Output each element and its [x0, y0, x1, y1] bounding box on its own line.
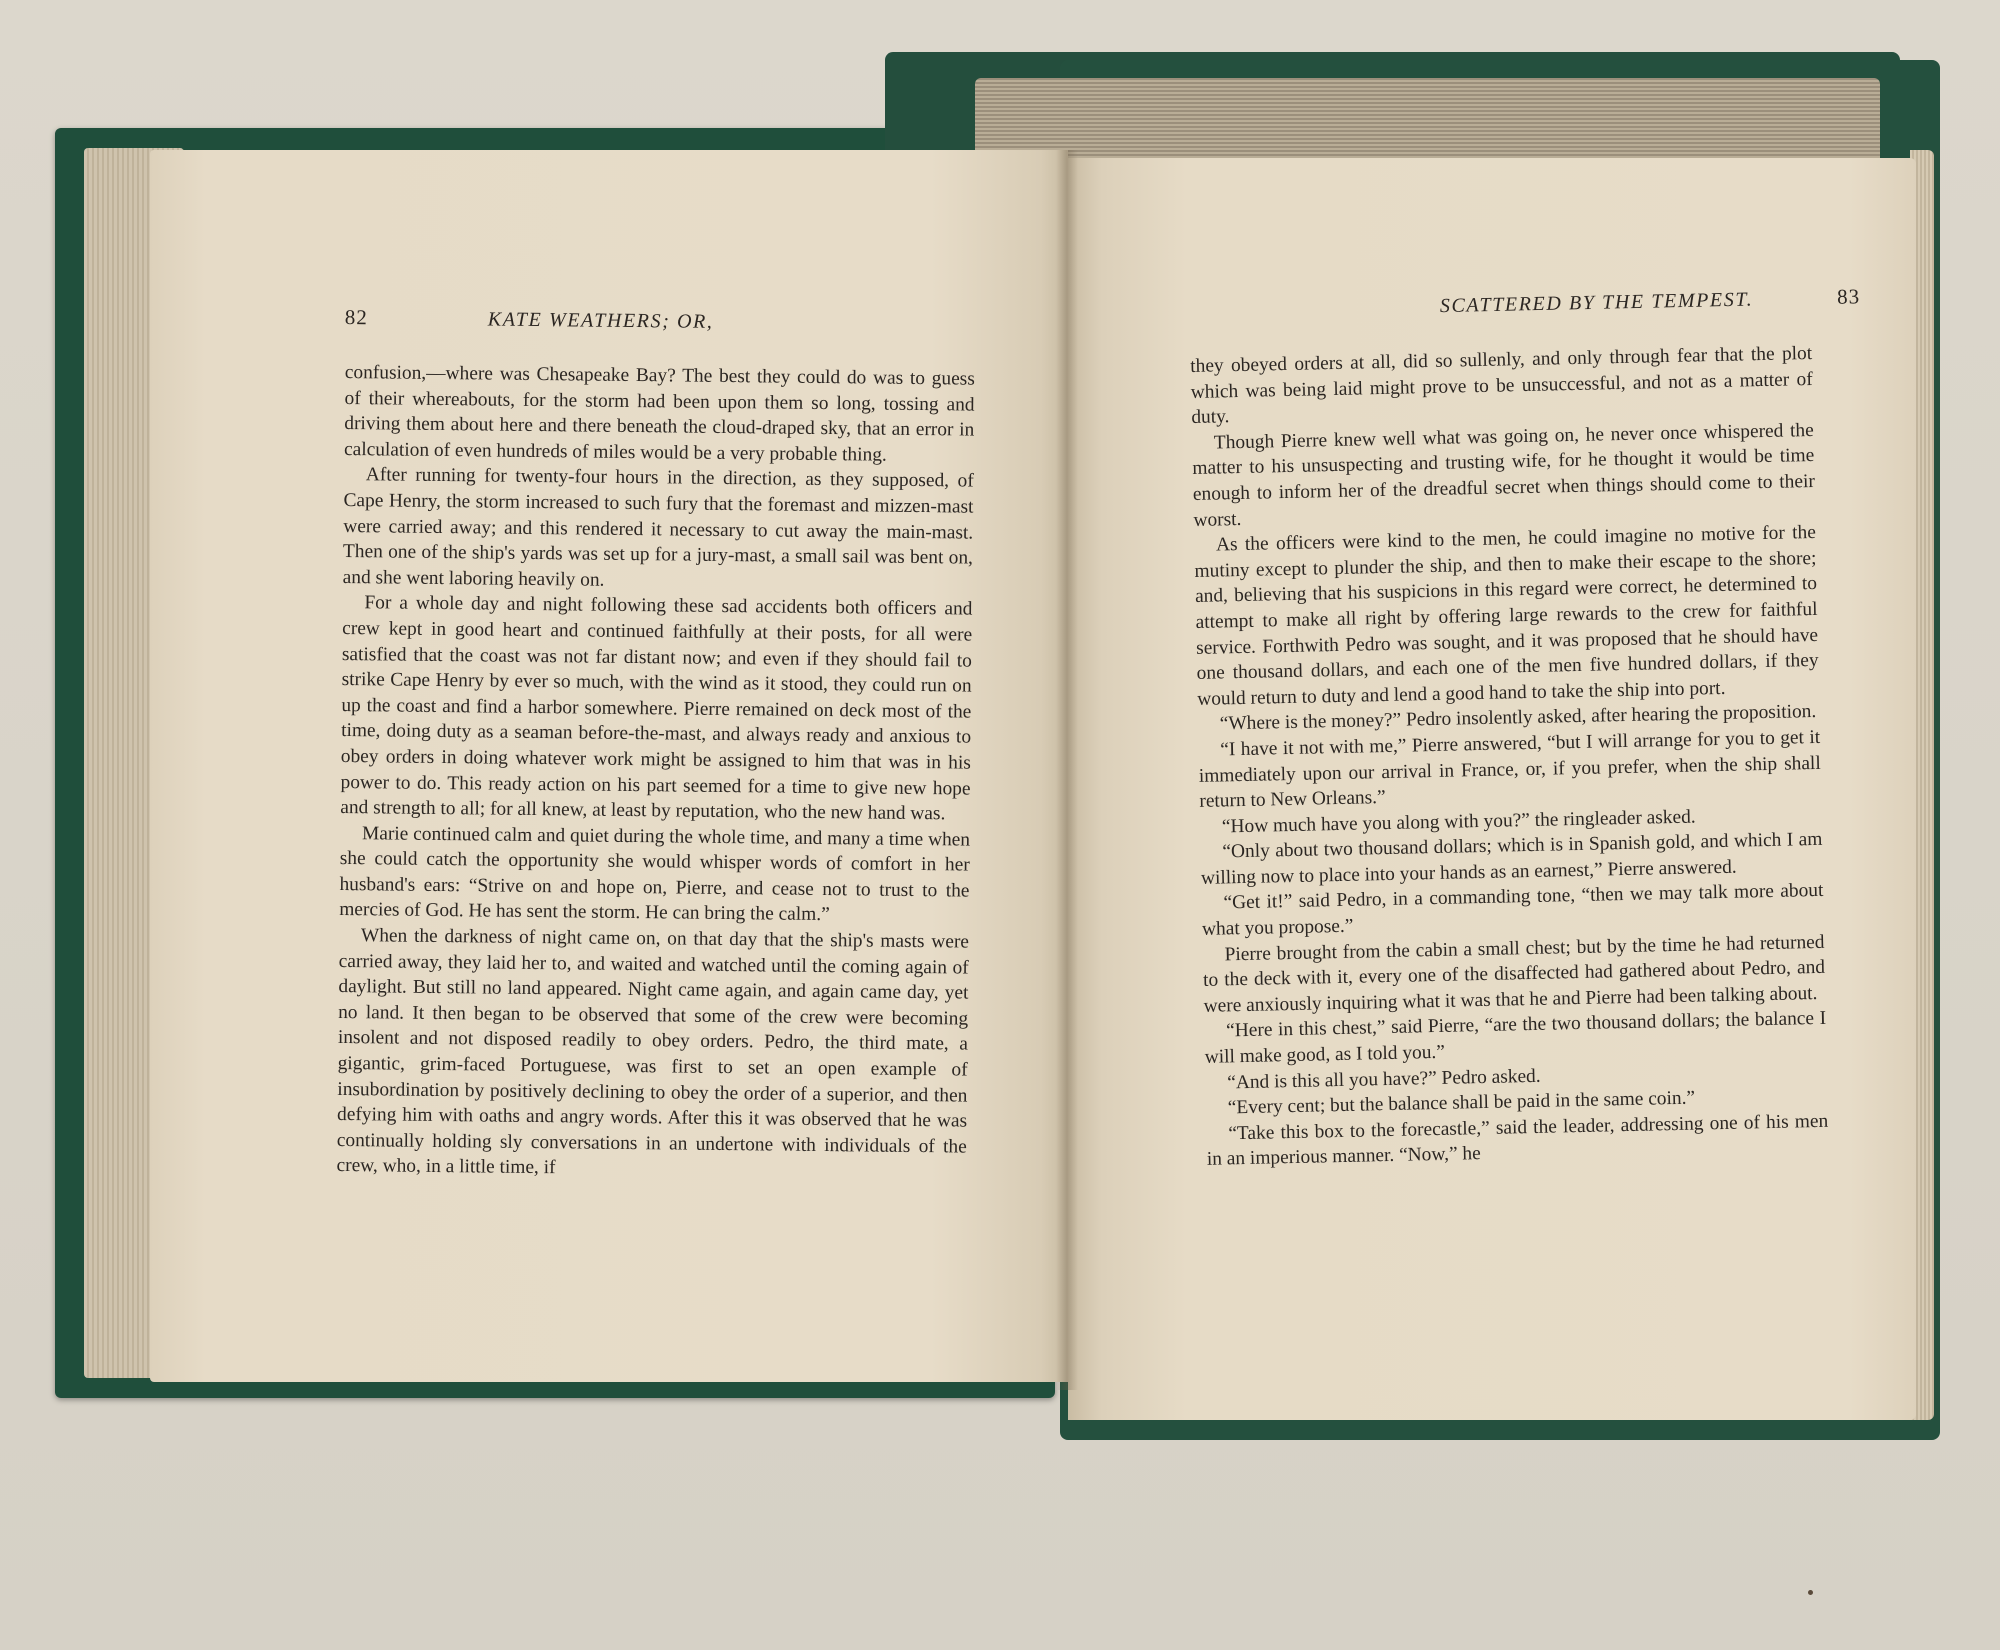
- right-head-title: SCATTERED BY THE TEMPEST.: [1439, 288, 1754, 318]
- right-paragraph: As the officers were kind to the men, he could imagine no motive for the mutiny except to plunder the ship, and then to make their escape to the shore; and, believing that his suspicions in this regard were correct, he determined to attempt to make all right by offering large rewards to the crew for faithful service. Forthwith Pedro was sought, and it was proposed that he should have one thousand dollars, and each one of the men five hundred dollars, if they would return to duty and lend a good hand to take the ship into port.: [1194, 522, 1819, 710]
- left-paragraph: When the darkness of night came on, on that day that the ship's masts were carried away, they laid her to, and waited and watched until the coming again of daylight. But still no land appeared. Night came again, and again came day, yet no land. It then began to be observed that some of the crew were becoming insolent and not disposed readily to obey orders. Pedro, the third mate, a gigantic, grim-faced Portuguese, was first to set an open example of insubordination by positively declining to obey the order of a superior, and then defying him with oaths and angry words. After this it was observed that he was continually holding sly conversations in an undertone with individuals of the crew, who, in a little time, if: [336, 925, 970, 1179]
- paper-speck: [1808, 1590, 1813, 1595]
- book-gutter: [1056, 150, 1078, 1390]
- right-paragraph: “Get it!” said Pedro, in a commanding tone, “then we may talk more about what you propose.”: [1201, 880, 1824, 940]
- right-page-body: [1190, 341, 1829, 1173]
- right-paragraph: they obeyed orders at all, did so sullenly, and only through fear that the plot which was being laid might prove to be unsuccessful, and not as a matter of duty.: [1190, 342, 1813, 429]
- left-paragraph: For a whole day and night following these sad accidents both officers and crew kept in good heart and continued faithfully at their posts, for all were satisfied that the coast was not far distant now; and even if they should fail to strike Cape Henry by ever so much, with the wind as it stood, they could run on up the coast and find a harbor somewhere. Pierre remained on deck most of the time, doing duty as a seaman before-the-mast, and always ready and anxious to obey orders in doing whatever work might be assigned to him that was in his power to do. This ready action on his part seemed for a time to give new hope and strength to all; for all knew, at least by reputation, who the new hand was.: [340, 592, 973, 825]
- right-page-number: 83: [1836, 284, 1861, 309]
- right-paragraph: “Here in this chest,” said Pierre, “are the two thousand dollars; the balance I will make good, as I told you.”: [1204, 1008, 1827, 1068]
- right-paragraph: “Every cent; but the balance shall be paid in the same coin.”: [1227, 1087, 1696, 1119]
- right-paragraph: “Where is the money?” Pedro insolently asked, after hearing the proposition.: [1219, 701, 1817, 735]
- right-paragraph: “I have it not with me,” Pierre answered, “but I will arrange for you to get it immediately upon our arrival in France, or, if you prefer, when the ship shall return to New Orleans.”: [1198, 726, 1821, 812]
- right-paragraph: Pierre brought from the cabin a small chest; but by the time he had returned to the deck with it, every one of the disaffected had gathered about Pedro, and were anxiously inquiring what it was that he and Pierre had been talking about.: [1202, 931, 1826, 1017]
- left-paragraph: After running for twenty-four hours in the direction, as they supposed, of Cape Henry, the storm increased to such fury that the foremast and mizzen-mast were carried away; and this rendered it necessary to cut away the main-mast. Then one of the ship's yards was set up for a jury-mast, a small sail was bent on, and she went laboring heavily on.: [342, 464, 974, 591]
- right-paragraph: “Take this box to the forecastle,” said the leader, addressing one of his men in an imperious manner. “Now,” he: [1206, 1110, 1829, 1171]
- left-paragraph: Marie continued calm and quiet during the whole time, and many a time when she could catch the opportunity she would whisper words of comfort in her husband's ears: “Strive on and hope on, Pierre, and cease not to trust to the mercies of God. He has sent the storm. He can bring the calm.”: [339, 822, 971, 926]
- left-page-body: [336, 360, 975, 1186]
- right-paragraph: “How much have you along with you?” the ringleader asked.: [1221, 806, 1696, 838]
- left-paragraph: confusion,—where was Chesapeake Bay? The best they could do was to guess of their whereabouts, for the storm had been upon them so long, tossing and driving them about here and there beneath the cloud-draped sky, that an error in calculation of even hundreds of miles would be a very probable thing.: [343, 361, 975, 466]
- right-paragraph: “Only about two thousand dollars; which is in Spanish gold, and which I am willing now to place into your hands as an earnest,” Pierre answered.: [1200, 829, 1823, 889]
- right-paragraph: Though Pierre knew well what was going on, he never once whispered the matter to his unsuspecting and trusting wife, for he thought it would be time enough to inform her of the dreadful secret when things should come to their worst.: [1192, 419, 1816, 531]
- left-head-title: KATE WEATHERS; OR,: [487, 308, 714, 333]
- left-page-number: 82: [344, 305, 368, 330]
- right-paragraph: “And is this all you have?” Pedro asked.: [1227, 1065, 1541, 1094]
